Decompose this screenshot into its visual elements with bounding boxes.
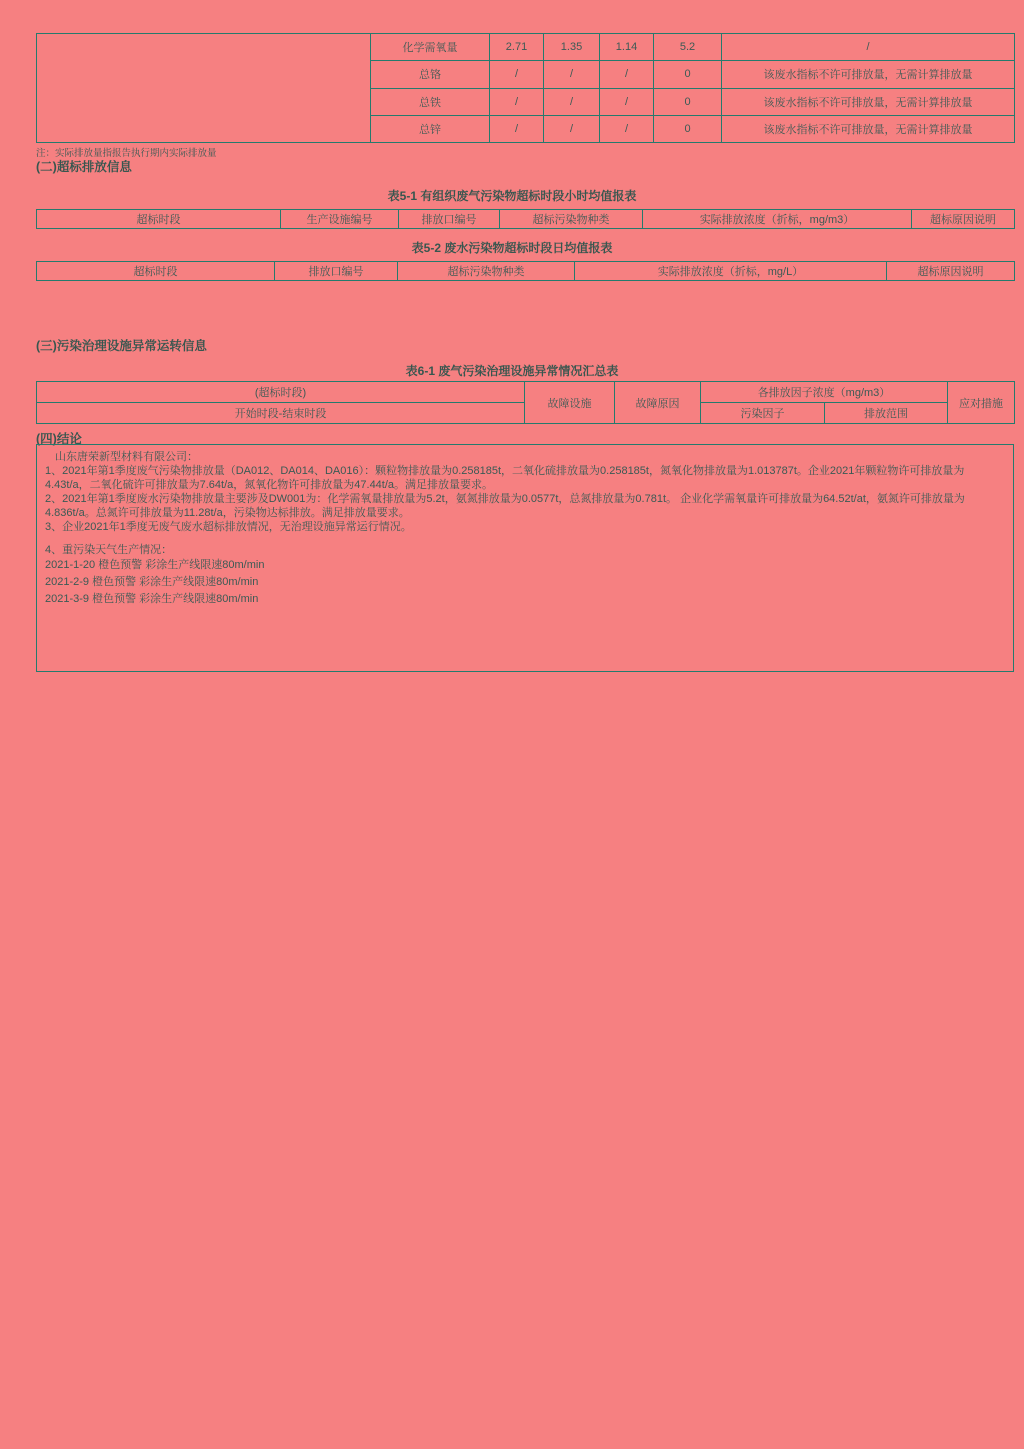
col-header: 超标原因说明: [887, 262, 1015, 281]
col-header-range: 排放范围: [825, 403, 948, 424]
value-cell: /: [544, 61, 600, 88]
conclusion-item-2: 2、2021年第1季度废水污染物排放量主要涉及DW001为：化学需氧量排放量为5.2t，氨氮排放量为0.0577t，总氮排放量为0.781t。 企业化学需氧量许可排放量为64.52t/at，氨氮许可排放量为4.836t/a。总氮许可排放量为11.28t/a，污染物达标排放。满足排放量要求。: [45, 493, 965, 519]
company-name: 山东唐荣新型材料有限公司：: [55, 451, 198, 463]
col-header: 实际排放浓度（折标，mg/L）: [575, 262, 887, 281]
table-header-row: [37, 210, 1015, 229]
value-cell: /: [490, 61, 544, 88]
pollutant-name-cell: 总锌: [371, 115, 490, 142]
section-heading-treatment-abnormal: (三)污染治理设施异常运转信息: [36, 339, 207, 353]
remark-cell: 该废水指标不许可排放量，无需计算排放量: [722, 115, 1015, 142]
weather-production-line: 2021-2-9 橙色预警 彩涂生产线限速80m/min: [45, 576, 259, 588]
col-header: 超标时段: [37, 262, 275, 281]
table-header-row: [37, 382, 1015, 403]
col-header-factor: 污染因子: [701, 403, 825, 424]
wastewater-emission-table: [36, 33, 1015, 143]
carryover-empty-cell: [37, 34, 371, 143]
value-cell: 0: [654, 88, 722, 115]
value-cell: 0: [654, 61, 722, 88]
table61-title: 表6-1 废气污染治理设施异常情况汇总表: [405, 364, 619, 378]
conclusion-item-1: 1、2021年第1季度废气污染物排放量（DA012、DA014、DA016）：颗粒物排放量为0.258185t，二氧化硫排放量为0.258185t，氮氧化物排放量为1.013787t。企业2021年颗粒物许可排放量为4.43t/a，二氧化硫许可排放量为7.64t/a，氮氧化物许可排放量为47.44t/a。满足排放量要求。: [45, 465, 965, 491]
value-cell: /: [544, 115, 600, 142]
value-cell: /: [490, 88, 544, 115]
table-footnote: 注：实际排放量指报告执行期内实际排放量: [36, 148, 217, 159]
pollutant-name-cell: 化学需氧量: [371, 34, 490, 61]
table61-abnormal-summary: [36, 381, 1015, 424]
conclusion-box: [36, 444, 1014, 672]
pollutant-name-cell: 总铬: [371, 61, 490, 88]
col-header: 超标时段: [37, 210, 281, 229]
col-header-facility: 故障设施: [525, 382, 615, 424]
col-header: 排放口编号: [275, 262, 398, 281]
col-header: 超标原因说明: [912, 210, 1015, 229]
value-cell: /: [600, 115, 654, 142]
remark-cell: 该废水指标不许可排放量，无需计算排放量: [722, 61, 1015, 88]
weather-production-line: 2021-3-9 橙色预警 彩涂生产线限速80m/min: [45, 593, 259, 605]
col-header: 排放口编号: [399, 210, 500, 229]
table52-water-exceedance: [36, 261, 1015, 281]
value-cell: /: [600, 88, 654, 115]
col-header: 生产设施编号: [281, 210, 399, 229]
conclusion-item-3: 3、企业2021年1季度无废气废水超标排放情况，无治理设施异常运行情况。: [45, 521, 412, 533]
value-cell: 5.2: [654, 34, 722, 61]
col-header-period-range: 开始时段-结束时段: [37, 403, 525, 424]
value-cell: 0: [654, 115, 722, 142]
value-cell: 1.14: [600, 34, 654, 61]
col-header-period: (超标时段): [37, 382, 525, 403]
conclusion-item-4: 4、重污染天气生产情况：: [45, 544, 173, 556]
col-header: 超标污染物种类: [398, 262, 575, 281]
remark-cell: 该废水指标不许可排放量，无需计算排放量: [722, 88, 1015, 115]
col-header-factors-group: 各排放因子浓度（mg/m3）: [701, 382, 948, 403]
value-cell: 2.71: [490, 34, 544, 61]
col-header-reason: 故障原因: [615, 382, 701, 424]
col-header: 实际排放浓度（折标，mg/m3）: [643, 210, 912, 229]
value-cell: /: [600, 61, 654, 88]
table52-title: 表5-2 废水污染物超标时段日均值报表: [411, 241, 613, 255]
value-cell: /: [490, 115, 544, 142]
table51-title: 表5-1 有组织废气污染物超标时段小时均值报表: [387, 189, 637, 203]
pollutant-name-cell: 总铁: [371, 88, 490, 115]
table-row: [37, 34, 1015, 61]
value-cell: 1.35: [544, 34, 600, 61]
section-heading-exceedance: (二)超标排放信息: [36, 160, 132, 174]
table-header-row: [37, 262, 1015, 281]
weather-production-line: 2021-1-20 橙色预警 彩涂生产线限速80m/min: [45, 559, 265, 571]
remark-cell: /: [722, 34, 1015, 61]
table51-gas-exceedance: [36, 209, 1015, 229]
value-cell: /: [544, 88, 600, 115]
col-header-measures: 应对措施: [948, 382, 1015, 424]
col-header: 超标污染物种类: [500, 210, 643, 229]
section-heading-conclusion: (四)结论: [36, 432, 82, 446]
